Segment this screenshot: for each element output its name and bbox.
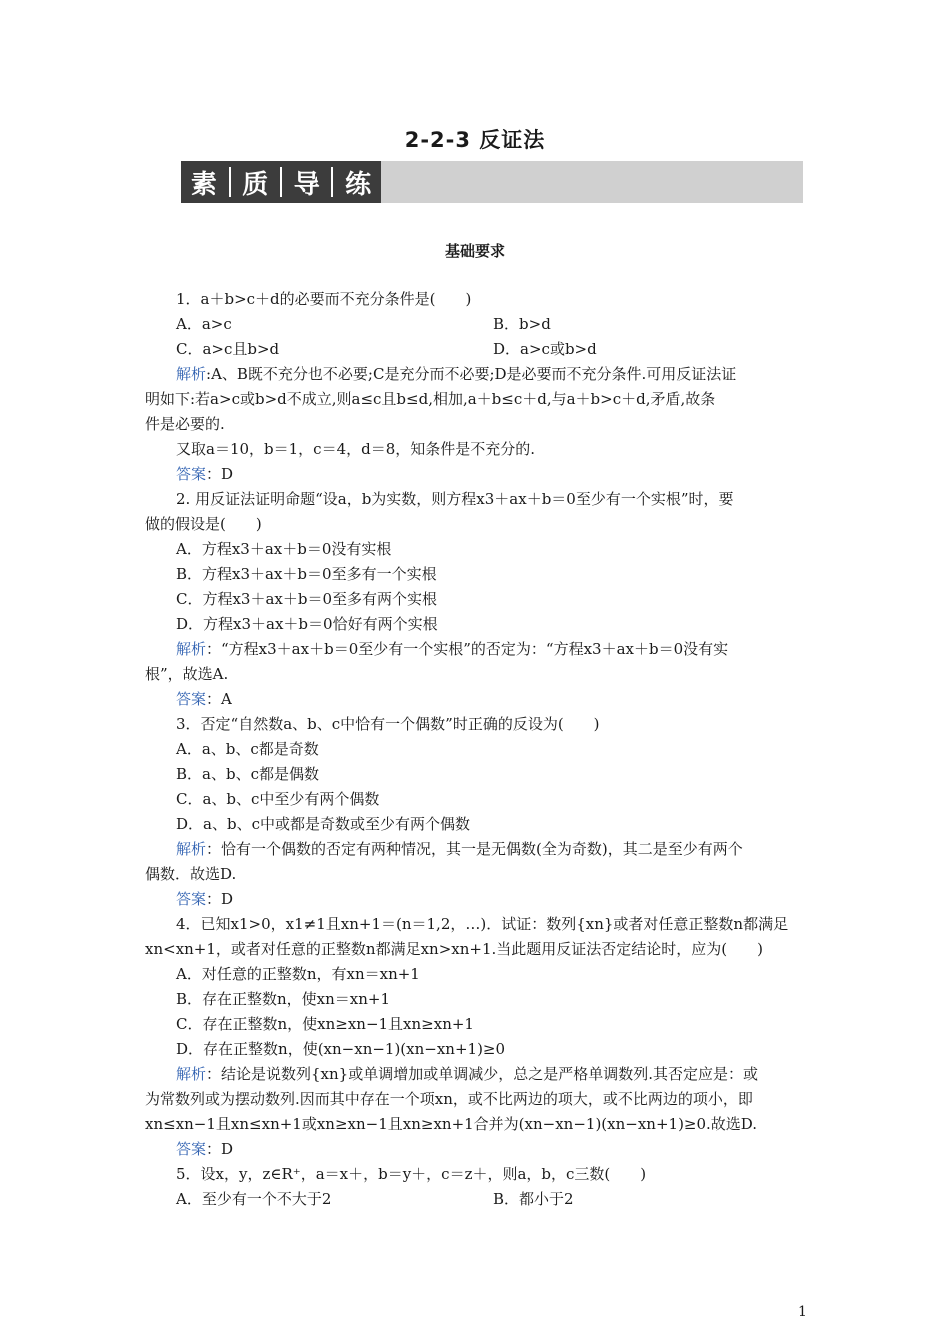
answer-2: 答案：A [176,690,232,708]
question-4: 4．已知x1>0，x1≠1且xn+1＝(n＝1,2，…)．试证：数列{xn}或者对任意正整数n都满足 [176,915,789,933]
analysis-3: 解析：恰有一个偶数的否定有两种情况，其一是无偶数(全为奇数)，其二是至少有两个 [176,840,743,858]
analysis-label: 解析 [176,840,207,858]
banner-label [181,161,381,203]
section-title: 基础要求 [444,242,505,260]
option-c: C．存在正整数n，使xn≥xn−1且xn≥xn+1 [176,1015,474,1033]
banner-char-1: 素 [190,169,217,200]
analysis-1: 解析:A、B既不充分也不必要;C是充分而不必要;D是必要而不充分条件.可用反证法证 [176,365,737,383]
banner-char-3: 导 [293,169,320,200]
options-row [145,337,810,362]
option-c: C．a>c且b>d [176,340,280,358]
option-b: B．都小于2 [493,1190,574,1208]
answer-label: 答案 [176,1140,207,1158]
option-d: D．a、b、c中或都是奇数或至少有两个偶数 [176,815,470,833]
document-body [145,287,810,1212]
option-b: B．方程x3＋ax＋b＝0至多有一个实根 [176,565,437,583]
answer-label: 答案 [176,690,207,708]
option-a: A．至少有一个不大于2 [176,1190,332,1208]
option-b: B．a、b、c都是偶数 [176,765,319,783]
analysis-2-line: 根”，故选A. [145,665,229,683]
option-c: C．方程x3＋ax＋b＝0至多有两个实根 [176,590,438,608]
analysis-1-line: 明如下:若a>c或b>d不成立,则a≤c且b≤d,相加,a＋b≤c＋d,与a＋b>c＋d,矛盾,故条 [145,390,716,408]
analysis-1-line: 件是必要的. [145,415,225,433]
banner-char-2: 质 [242,169,269,200]
answer-label: 答案 [176,465,207,483]
question-2-line: 做的假设是( ) [145,515,262,533]
page-title: 2-2-3 反证法 [404,128,546,152]
analysis-label: 解析 [176,365,207,383]
answer-1: 答案：D [176,465,234,483]
analysis-3-line: 偶数．故选D. [145,865,237,883]
question-1: 1．a＋b>c＋d的必要而不充分条件是( ) [176,290,472,308]
analysis-1-line: 又取a＝10，b＝1，c＝4，d＝8，知条件是不充分的. [176,440,536,458]
option-d: D．方程x3＋ax＋b＝0恰好有两个实根 [176,615,438,633]
page-number: 1 [798,1304,807,1320]
options-row [145,312,810,337]
analysis-2: 解析：“方程x3＋ax＋b＝0至少有一个实根”的否定为：“方程x3＋ax＋b＝0没有实 [176,640,729,658]
option-d: D．存在正整数n，使(xn−xn−1)(xn−xn+1)≥0 [176,1040,506,1058]
banner-divider [331,167,333,197]
question-2: 2. 用反证法证明命题“设a，b为实数，则方程x3＋ax＋b＝0至少有一个实根”时，要 [176,490,734,508]
analysis-label: 解析 [176,640,207,658]
option-c: C．a、b、c中至少有两个偶数 [176,790,380,808]
option-b: B．存在正整数n，使xn＝xn+1 [176,990,391,1008]
option-a: A．方程x3＋ax＋b＝0没有实根 [176,540,392,558]
banner-divider [280,167,282,197]
section-banner [181,161,803,203]
option-d: D．a>c或b>d [493,340,597,358]
option-a: A．a>c [176,315,232,333]
analysis-4-line: 为常数列或为摆动数列.因而其中存在一个项xn，或不比两边的项大，或不比两边的项小，即 [145,1090,753,1108]
question-5: 5．设x，y，z∈R⁺，a＝x＋，b＝y＋，c＝z＋，则a，b，c三数( ) [176,1165,647,1183]
analysis-4: 解析：结论是说数列{xn}或单调增加或单调减少，总之是严格单调数列.其否定应是：或 [176,1065,758,1083]
analysis-label: 解析 [176,1065,207,1083]
options-row [145,1187,810,1212]
answer-label: 答案 [176,890,207,908]
question-3: 3．否定“自然数a、b、c中恰有一个偶数”时正确的反设为( ) [176,715,600,733]
answer-3: 答案：D [176,890,234,908]
option-a: A．a、b、c都是奇数 [176,740,319,758]
banner-divider [229,167,231,197]
answer-4: 答案：D [176,1140,234,1158]
option-b: B．b>d [493,315,551,333]
analysis-4-line: xn≤xn−1且xn≤xn+1或xn≥xn−1且xn≥xn+1合并为(xn−xn−1)(xn−xn+1)≥0.故选D. [145,1115,758,1133]
option-a: A．对任意的正整数n，有xn＝xn+1 [176,965,420,983]
question-4-line: xn<xn+1，或者对任意的正整数n都满足xn>xn+1.当此题用反证法否定结论时，应为( ) [145,940,763,958]
banner-char-4: 练 [345,169,372,200]
